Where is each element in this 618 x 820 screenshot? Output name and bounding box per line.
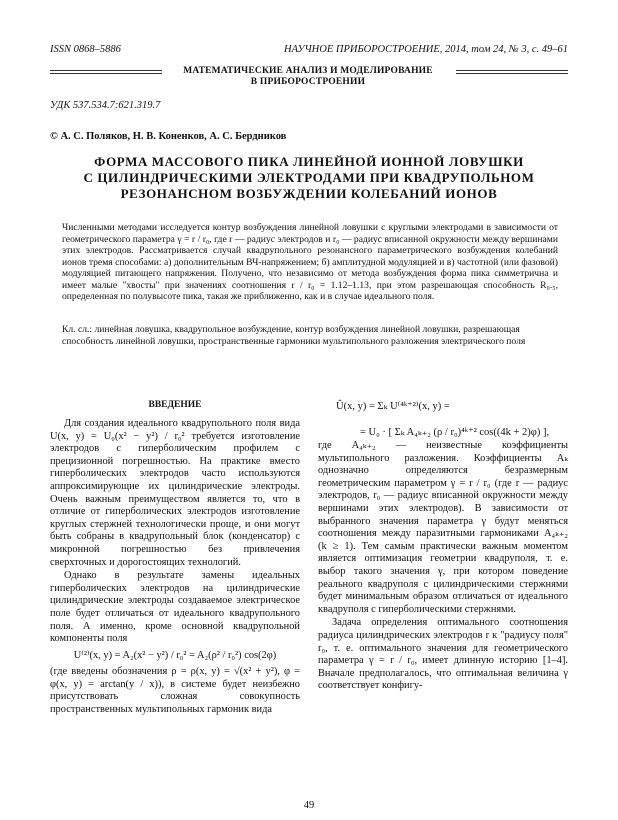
left-p3: (где введены обозначения ρ = ρ(x, y) = √(x² + y²), φ = φ(x, y) = arctan(y / x)), в системе будет неизбежно присутствовать сложная совокупность пространственных мультипольных гармоник вида <box>50 666 300 716</box>
right-p2: Задача определения оптимального соотношения радиуса цилиндрических электродов r к "радиусу поля" r₀, т. е. оптимального значения для геометрического параметра γ = r / r₀, имеет длинную историю [1–4]. Вначале предполагалось, что оптимальная величина γ соответствует конфигу- <box>318 617 568 692</box>
left-column <box>50 418 300 718</box>
udk: УДК 537.534.7:621.319.7 <box>50 100 161 111</box>
issn: ISSN 0868–5886 <box>50 44 121 55</box>
right-p1: где A₄ₖ₊₂ — неизвестные коэффициенты мультипольного разложения. Коэффициенты Aₖ однозначно определяются безразмерным геометрическим параметром γ = r / r₀ (где r — радиус электродов, r₀ — радиус вписанной окружности между вершинами этих электродов). В зависимости от выбранного значения параметра γ будут меняться соотношения между паразитными гармониками A₄ₖ₊₂ (k ≥ 1). Тем самым практически важным моментом является оптимизация геометрии квадруполя, т. е. выбор такого значения γ, при котором поведение реального квадруполя с цилиндрическими стержнями будет минимальным образом отличаться от идеального квадруполя с гиперболическими стержнями. <box>318 440 568 615</box>
journal-ref: НАУЧНОЕ ПРИБОРОСТРОЕНИЕ, 2014, том 24, № 3, c. 49–61 <box>284 44 568 55</box>
section-title: МАТЕМАТИЧЕСКИЕ АНАЛИЗ И МОДЕЛИРОВАНИЕ В ПРИБОРОСТРОЕНИИ <box>183 66 433 87</box>
paper-title: ФОРМА МАССОВОГО ПИКА ЛИНЕЙНОЙ ИОННОЙ ЛОВУШКИ С ЦИЛИНДРИЧЕСКИМИ ЭЛЕКТРОДАМИ ПРИ КВАДРУПОЛЬНОМ РЕЗОНАНСНОМ ВОЗБУЖДЕНИИ КОЛЕБАНИЙ ИОНОВ <box>83 154 535 201</box>
right-eq2: = U₀ · [ Σₖ A₄ₖ₊₂ (ρ / r₀)⁴ᵏ⁺² cos((4k + 2)φ) ], <box>360 427 550 438</box>
left-eq: U⁽²⁾(x, y) = A₂(x² − y²) / r₀² = A₂(ρ² / r₀²) cos(2φ) <box>73 649 277 661</box>
abstract: Численными методами исследуется контур возбуждения линейной ловушки с круглыми электродами в зависимости от геометрического параметра γ = r / r₀, где r — радиус электродов и r₀ — радиус вписанной окружности между вершинами этих электродов. Рассматривается случай квадрупольного резонансного параметрического возбуждения колебаний ионов тремя способами: а) дополнительным ВЧ-напряжением; б) амплитудной модуляцией и в) частотной (или фазовой) модуляцией питающего напряжения. Получено, что независимо от метода возбуждения форма пика симметрична и имеет малые "хвосты" при значениях соотношения r / r₀ = 1.12–1.13, при этом разрешающая способность R₀.₅, определенная по полувысоте пика, такая же приближенно, как и в случае идеального поля. <box>62 222 558 302</box>
right-column <box>318 440 568 694</box>
keywords: Кл. сл.: линейная ловушка, квадрупольное возбуждение, контур возбуждения линейной ловушки, разрешающая способность линейной ловушки, пространственные гармоники мультипольного разложения электрического поля <box>62 324 526 347</box>
rule-left-2 <box>50 73 162 74</box>
left-p1: Для создания идеального квадрупольного поля вида U(x, y) = U₀(x² − y²) / r₀² требуется изготовление электродов с гиперболическим профилем с прецизионной погрешностью. На практике вместо гиперболических электродов часто используются аппроксимирующие их цилиндрические электроды. Очень важным преимуществом является то, что в отличие от гиперболических электродов изготовление круглых стержней технологически проще, и они могут быть собраны в квадрупольный блок (конденсатор) с микронной погрешностью без привлечения сверхточных и дорогостоящих технологий. <box>50 418 300 568</box>
left-p2: Однако в результате замены идеальных гиперболических электродов на цилиндрические цилиндрические электроды создаваемое электрическое поле будет отличаться от идеального квадрупольного поля. А именно, кроме основной квадрупольной компоненты поля <box>50 570 300 645</box>
intro-heading: ВВЕДЕНИЕ <box>148 400 202 410</box>
authors: © А. С. Поляков, Н. В. Коненков, А. С. Бердников <box>50 131 287 142</box>
rule-right-2 <box>456 73 568 74</box>
page-number: 49 <box>303 800 315 811</box>
rule-right <box>456 70 568 71</box>
right-eq1: Û(x, y) = Σₖ U⁽⁴ᵏ⁺²⁾(x, y) = <box>336 401 450 412</box>
rule-left <box>50 70 162 71</box>
